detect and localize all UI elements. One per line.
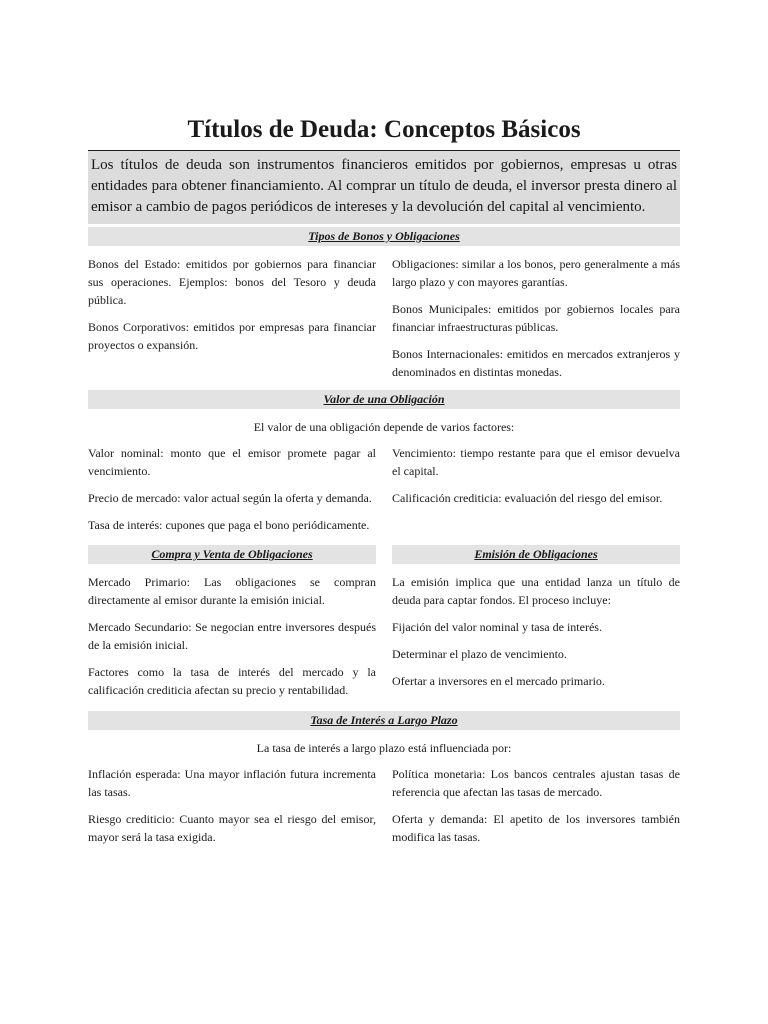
tipos-item: Obligaciones: similar a los bonos, pero generalmente a más largo plazo y con mayores garantías. — [392, 257, 680, 289]
tasa-item: Riesgo crediticio: Cuanto mayor sea el riesgo del emisor, mayor será la tasa exigida. — [88, 812, 376, 844]
tipos-item: Bonos del Estado: emitidos por gobiernos para financiar sus operaciones. Ejemplos: bonos del Tesoro y deuda pública. — [88, 257, 376, 307]
tipos-right-column — [392, 255, 680, 381]
tasa-lead: La tasa de interés a largo plazo está influenciada por: — [256, 741, 512, 755]
valor-item: Tasa de interés: cupones que paga el bono periódicamente. — [88, 518, 370, 532]
valor-item: Calificación crediticia: evaluación del riesgo del emisor. — [392, 491, 663, 505]
tipos-columns — [88, 255, 680, 381]
document-page — [88, 112, 680, 846]
tasa-item: Política monetaria: Los bancos centrales ajustan tasas de referencia que afectan las tasas de mercado. — [392, 767, 680, 799]
valor-item: Vencimiento: tiempo restante para que el emisor devuelva el capital. — [392, 446, 680, 478]
emision-item: Ofertar a inversores en el mercado primario. — [392, 674, 605, 688]
section-heading-tasa: Tasa de Interés a Largo Plazo — [88, 711, 680, 730]
emision-item: Determinar el plazo de vencimiento. — [392, 647, 567, 661]
compra-emision-columns — [88, 573, 680, 699]
valor-left-column — [88, 444, 376, 534]
emision-column — [392, 573, 680, 699]
compra-item: Factores como la tasa de interés del mercado y la calificación crediticia afectan su precio y rentabilidad. — [88, 665, 376, 697]
section-heading-valor: Valor de una Obligación — [88, 390, 680, 409]
section-heading-compra: Compra y Venta de Obligaciones — [88, 545, 376, 564]
tasa-left-column — [88, 765, 376, 846]
valor-columns — [88, 444, 680, 534]
tasa-right-column — [392, 765, 680, 846]
tasa-item: Oferta y demanda: El apetito de los inversores también modifica las tasas. — [392, 812, 680, 844]
tipos-item: Bonos Internacionales: emitidos en mercados extranjeros y denominados en distintas monedas. — [392, 347, 680, 379]
tasa-item: Inflación esperada: Una mayor inflación futura incrementa las tasas. — [88, 767, 376, 799]
section-heading-tipos: Tipos de Bonos y Obligaciones — [88, 227, 680, 246]
compra-item: Mercado Primario: Las obligaciones se compran directamente al emisor durante la emisión inicial. — [88, 575, 376, 607]
tipos-left-column — [88, 255, 376, 381]
section-heading-emision: Emisión de Obligaciones — [392, 545, 680, 564]
intro-paragraph: Los títulos de deuda son instrumentos financieros emitidos por gobiernos, empresas u otras entidades para obtener financiamiento. Al comprar un título de deuda, el inversor presta dinero al emisor a cambio de pagos periódicos de intereses y la devolución del capital al vencimiento. — [88, 151, 680, 224]
compra-column — [88, 573, 376, 699]
tipos-item: Bonos Corporativos: emitidos por empresas para financiar proyectos o expansión. — [88, 320, 376, 352]
valor-right-column — [392, 444, 680, 534]
tipos-item: Bonos Municipales: emitidos por gobiernos locales para financiar infraestructuras públicas. — [392, 302, 680, 334]
emision-item: Fijación del valor nominal y tasa de interés. — [392, 620, 602, 634]
page-title: Títulos de Deuda: Conceptos Básicos — [88, 112, 680, 151]
tasa-columns — [88, 765, 680, 846]
compra-item: Mercado Secundario: Se negocian entre inversores después de la emisión inicial. — [88, 620, 376, 652]
valor-item: Valor nominal: monto que el emisor promete pagar al vencimiento. — [88, 446, 376, 478]
valor-lead: El valor de una obligación depende de varios factores: — [253, 420, 515, 434]
valor-item: Precio de mercado: valor actual según la oferta y demanda. — [88, 491, 372, 505]
emision-item: La emisión implica que una entidad lanza un título de deuda para captar fondos. El proceso incluye: — [392, 575, 680, 607]
two-column-headings — [88, 544, 680, 564]
